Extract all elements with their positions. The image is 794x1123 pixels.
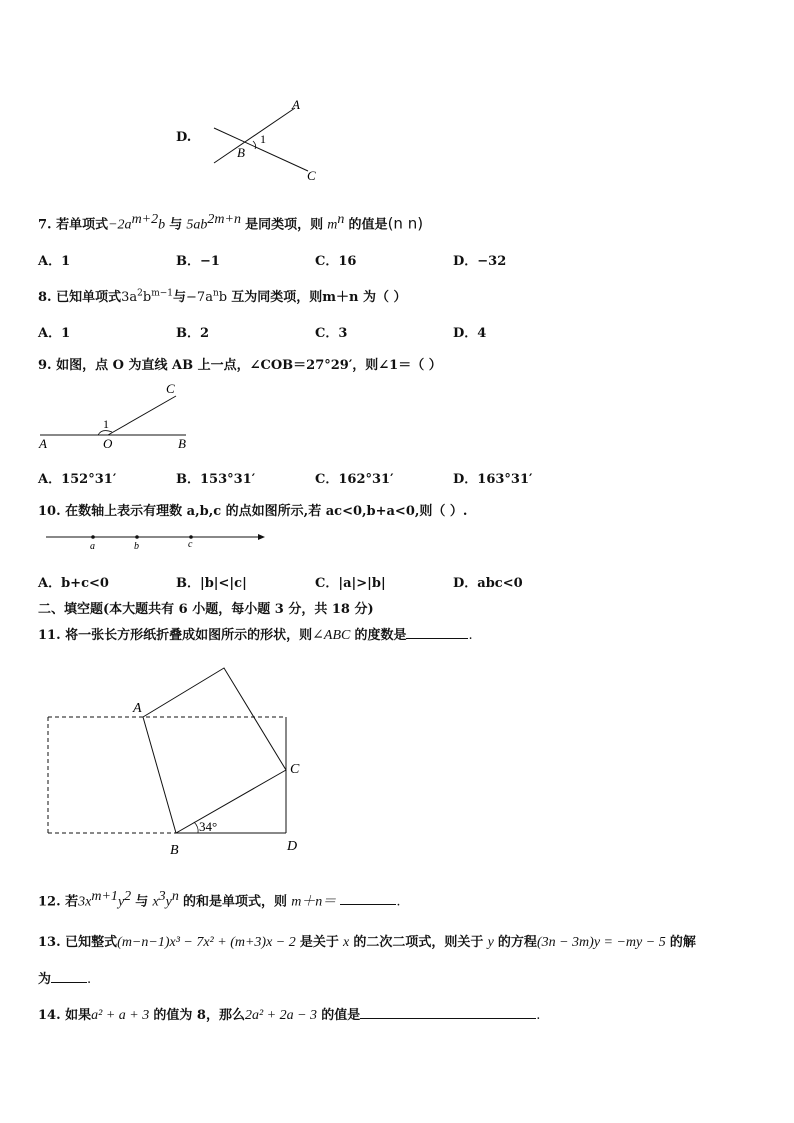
q10-number-line xyxy=(44,528,266,552)
q12-expr2-tail: y xyxy=(165,894,172,910)
q8-mono1-exp1: 2 xyxy=(137,288,143,299)
option-d-label: D. xyxy=(176,130,192,145)
q8-option-a: A．1 xyxy=(38,326,71,341)
q7-end: 的值是 xyxy=(348,217,388,233)
q7-option-b: B．−1 xyxy=(176,254,220,269)
q7-mono1-exp: m+2 xyxy=(131,212,159,227)
q12-sum: m＋n＝ xyxy=(291,894,337,910)
q13-answer-blank[interactable] xyxy=(51,970,87,983)
q6-label-b: B xyxy=(237,145,245,160)
q11-answer-blank[interactable] xyxy=(406,626,468,639)
q11-label-c: C xyxy=(290,762,300,777)
q12-tail: . xyxy=(396,894,401,910)
q7-mono1-tail: b xyxy=(158,217,166,233)
q10-option-d: D．abc<0 xyxy=(453,576,523,591)
q13-mid3: 的方程 xyxy=(497,935,537,950)
q6-label-c: C xyxy=(307,168,316,183)
q7-prefix: 7. 若单项式 xyxy=(38,217,109,233)
q9-label-b: B xyxy=(178,436,186,451)
q10-label-b: b xyxy=(134,541,139,552)
q12-expr2-exp: 3 xyxy=(158,889,166,904)
q14-expr1: a² + a + 3 xyxy=(91,1008,150,1023)
q10-label-a: a xyxy=(90,541,95,552)
q11-label-a: A xyxy=(133,701,142,716)
q10-option-a: A．b+c<0 xyxy=(38,576,109,591)
q13-x: x xyxy=(343,935,350,950)
q13-mid: 是关于 xyxy=(299,935,339,950)
q12-mid2: 的和是单项式，则 xyxy=(183,894,288,910)
q9-option-d: D．163°31′ xyxy=(453,472,533,487)
question-13-line2 xyxy=(38,968,91,987)
q10-option-c: C．|a|>|b| xyxy=(315,576,386,591)
q14-expr2: 2a² + 2a − 3 xyxy=(244,1008,318,1023)
question-11 xyxy=(38,624,473,644)
q8-mono2-exp: n xyxy=(212,288,219,299)
q8-option-d: D．4 xyxy=(453,326,487,341)
q14-prefix: 14. 如果 xyxy=(38,1008,92,1023)
q13-poly: (m−n−1)x³ − 7x² + (m+3)x − 2 xyxy=(117,935,296,950)
q13-y: y xyxy=(487,935,494,950)
question-10: 10. 在数轴上表示有理数 a,b,c 的点如图所示,若 ac<0,b+a<0,则（ ）. xyxy=(38,504,468,519)
q9-label-c: C xyxy=(166,381,175,396)
q11-label-angle: 34° xyxy=(199,819,218,834)
q6-label-a: A xyxy=(292,97,300,112)
q10-option-b: B．|b|<|c| xyxy=(176,576,247,591)
q7-paren: (n n) xyxy=(387,214,424,233)
question-13 xyxy=(38,931,696,951)
question-12 xyxy=(38,889,400,910)
q8-mono1: 3a xyxy=(121,290,138,305)
q14-end: 的值是 xyxy=(321,1008,361,1023)
q8-mono2-tail: b xyxy=(218,290,228,305)
q12-expr1-exp: m+1 xyxy=(91,889,118,904)
q9-label-o: O xyxy=(103,436,113,451)
q11-label-b: B xyxy=(170,843,179,858)
question-8 xyxy=(38,286,406,305)
q13-line2-prefix: 为 xyxy=(38,972,52,987)
q8-mid: 与 xyxy=(173,290,187,305)
q7-m: m xyxy=(327,217,338,233)
q14-mid: 的值为 8，那么 xyxy=(153,1008,245,1023)
q7-mid: 与 xyxy=(169,217,183,233)
question-14 xyxy=(38,1004,540,1024)
q13-mid2: 的二次二项式，则关于 xyxy=(353,935,484,950)
q9-option-a: A．152°31′ xyxy=(38,472,117,487)
q11-tail: . xyxy=(468,628,473,643)
q14-answer-blank[interactable] xyxy=(360,1006,536,1019)
q9-option-b: B．153°31′ xyxy=(176,472,256,487)
q12-expr2-exp2: n xyxy=(171,889,179,904)
q7-mono1: −2a xyxy=(108,217,132,233)
q10-label-c: c xyxy=(188,539,193,550)
q11-end: 的度数是 xyxy=(354,628,407,643)
q12-mid: 与 xyxy=(135,894,149,910)
q7-mono2: 5ab xyxy=(186,217,208,233)
q12-expr1-tail: y xyxy=(117,894,125,910)
q9-label-a: A xyxy=(39,436,47,451)
q8-prefix: 8. 已知单项式 xyxy=(38,290,122,305)
q7-option-c: C．16 xyxy=(315,254,357,269)
q12-answer-blank[interactable] xyxy=(340,892,396,905)
q11-prefix: 11. 将一张长方形纸折叠成如图所示的形状，则 xyxy=(38,628,313,643)
q12-expr1: 3x xyxy=(78,894,92,910)
q7-option-d: D．−32 xyxy=(453,254,507,269)
q13-equation: (3n − 3m)y = −my − 5 xyxy=(536,935,666,950)
q9-label-one: 1 xyxy=(103,417,109,431)
q8-mono1-mid: b xyxy=(142,290,152,305)
q11-label-d: D xyxy=(287,839,298,854)
question-7 xyxy=(38,212,423,233)
q11-angle: ∠ABC xyxy=(312,628,351,643)
q7-option-a: A．1 xyxy=(38,254,71,269)
q8-mono2: −7a xyxy=(186,290,213,305)
section-heading: 二、填空题(本大题共有 6 小题，每小题 3 分，共 18 分) xyxy=(38,602,374,617)
q13-tail: . xyxy=(87,972,92,987)
q8-end: 互为同类项，则m＋n 为（ ） xyxy=(231,290,407,305)
q12-expr2: x xyxy=(152,894,159,910)
q7-mono2-exp: 2m+n xyxy=(207,212,241,227)
q6-angle-figure xyxy=(200,95,330,190)
q13-prefix: 13. 已知整式 xyxy=(38,935,118,950)
q8-mono1-exp2: m−1 xyxy=(151,288,174,299)
q9-option-c: C．162°31′ xyxy=(315,472,394,487)
q8-option-b: B．2 xyxy=(176,326,210,341)
q8-option-c: C．3 xyxy=(315,326,348,341)
q6-label-one: 1 xyxy=(260,132,266,146)
q7-m-exp: n xyxy=(337,212,345,227)
q13-end: 的解 xyxy=(669,935,696,950)
q11-folded-paper-figure xyxy=(36,660,316,860)
q9-angle-figure xyxy=(36,380,196,452)
q7-mid2: 是同类项，则 xyxy=(245,217,324,233)
q12-prefix: 12. 若 xyxy=(38,894,79,910)
q14-tail: . xyxy=(536,1008,541,1023)
q12-expr1-exp2: 2 xyxy=(124,889,132,904)
question-9: 9. 如图，点 O 为直线 AB 上一点，∠COB＝27°29′，则∠1＝（ ） xyxy=(38,358,442,373)
